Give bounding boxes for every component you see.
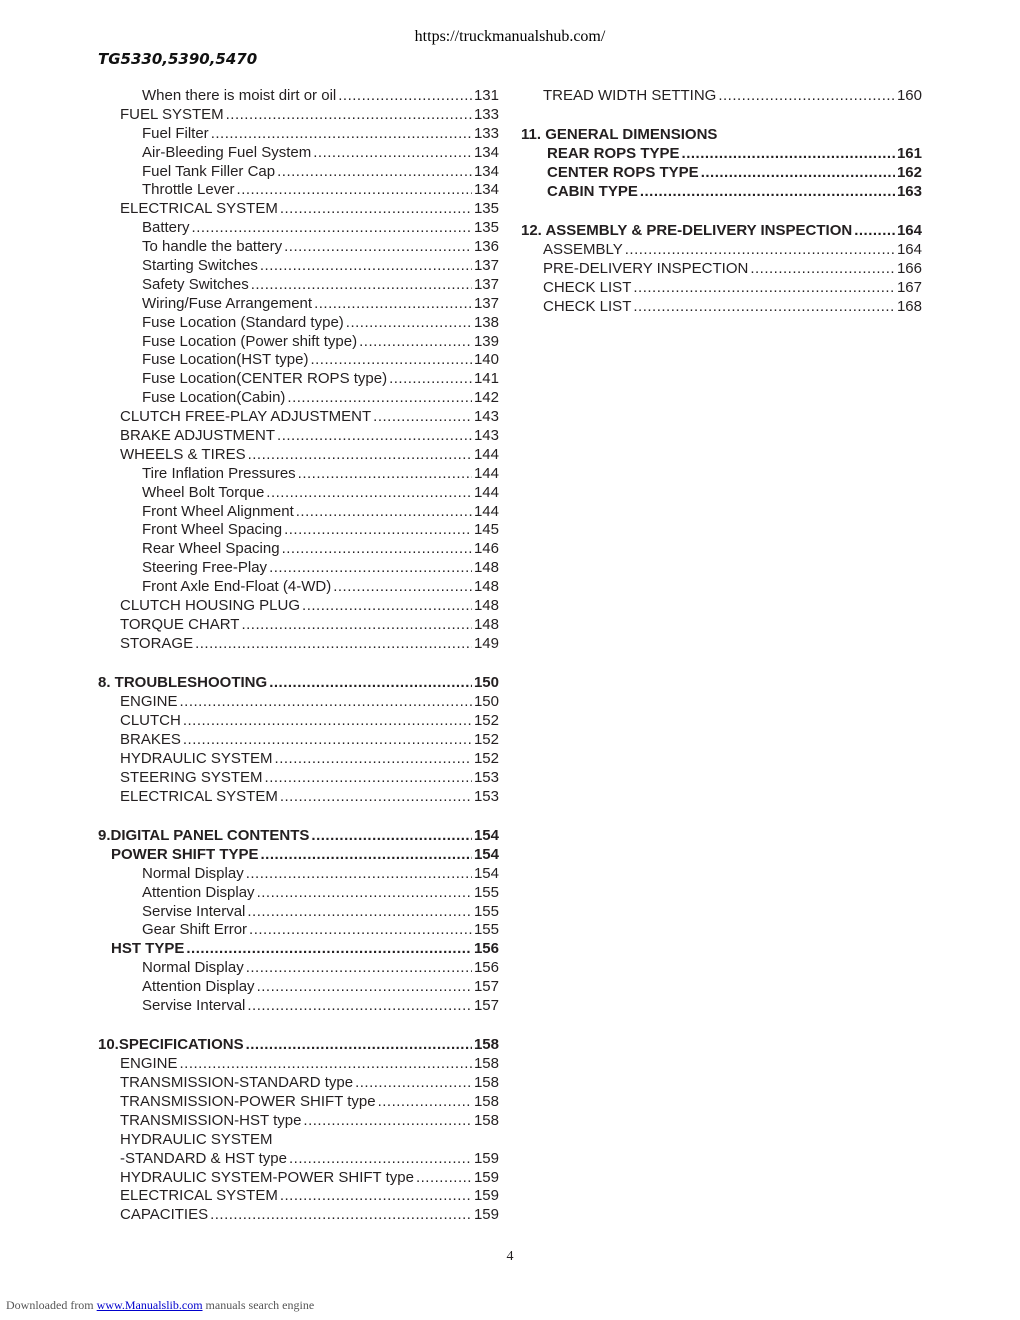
toc-entry-page: 133 [473,124,499,142]
dot-leader [257,978,472,997]
dot-leader [333,578,472,597]
section-gap [521,106,922,127]
toc-entry-title: Front Wheel Alignment [142,502,294,520]
toc-entry-title: CENTER ROPS TYPE [547,164,699,182]
toc-entry[interactable] [98,750,499,769]
section-gap [98,1016,499,1037]
toc-entry-page: 135 [473,200,499,218]
toc-entry-title: -STANDARD & HST type [120,1149,287,1167]
toc-entry-page: 157 [473,978,499,996]
toc-entry[interactable] [98,788,499,807]
toc-entry[interactable] [98,578,499,597]
dot-leader [277,163,472,182]
toc-entry[interactable] [98,1093,499,1112]
dot-leader [280,200,472,219]
toc-entry[interactable] [98,389,499,408]
dot-leader [633,279,895,298]
toc-entry[interactable] [98,921,499,940]
dot-leader [247,903,472,922]
dot-leader [257,884,472,903]
dot-leader [682,145,895,164]
toc-entry[interactable] [98,484,499,503]
toc-entry-title: ENGINE [120,693,178,711]
toc-entry-page: 137 [473,257,499,275]
toc-entry-page: 134 [473,162,499,180]
toc-entry[interactable] [98,1112,499,1131]
dot-leader [192,219,472,238]
toc-entry[interactable] [98,1169,499,1188]
toc-entry-title: Servise Interval [142,902,246,920]
dot-leader [338,87,472,106]
footer-prefix: Downloaded from [6,1298,97,1312]
dot-leader [260,257,472,276]
toc-entry-title: Air-Bleeding Fuel System [142,143,312,161]
toc-entry-page: 148 [473,597,499,615]
toc-entry-page: 164 [896,241,922,259]
dot-leader [180,1055,472,1074]
toc-entry-title: Fuse Location(HST type) [142,351,309,369]
toc-entry[interactable] [98,219,499,238]
toc-entry-title: To handle the battery [142,238,283,256]
toc-entry[interactable] [98,846,499,865]
toc-entry-title: Servise Interval [142,996,246,1014]
toc-entry-page: 155 [473,902,499,920]
toc-entry[interactable] [98,940,499,959]
toc-entry-title: WHEELS & TIRES [120,445,246,463]
toc-entry[interactable] [98,257,499,276]
document-title: TG5330,5390,5470 [98,50,258,68]
toc-entry[interactable] [98,295,499,314]
toc-entry-page: 148 [473,578,499,596]
toc-right-column [521,87,922,317]
dot-leader [195,635,472,654]
toc-entry-page: 166 [896,260,922,278]
toc-entry-title: Tire Inflation Pressures [142,464,296,482]
dot-leader [246,959,472,978]
toc-entry-page: 136 [473,238,499,256]
toc-entry[interactable] [98,693,499,712]
dot-leader [302,597,472,616]
toc-entry[interactable] [98,521,499,540]
toc-entry-page: 168 [896,298,922,316]
toc-entry[interactable] [98,200,499,219]
source-url: https://truckmanualshub.com/ [414,28,606,45]
toc-entry[interactable] [98,635,499,654]
toc-entry-page: 144 [473,464,499,482]
footer-link[interactable]: www.Manualslib.com [96,1298,203,1312]
toc-entry[interactable] [98,540,499,559]
toc-entry-title: Front Axle End-Float (4-WD) [142,578,332,596]
toc-entry-page: 160 [896,87,922,104]
toc-entry-page: 159 [473,1206,499,1224]
toc-entry-page: 137 [473,294,499,312]
toc-entry-page: 133 [473,105,499,123]
toc-entry[interactable] [98,370,499,389]
toc-entry-page: 155 [473,883,499,901]
toc-entry[interactable] [98,181,499,200]
toc-entry-title: Fuse Location (Standard type) [142,313,344,331]
toc-section-heading[interactable] [98,1036,499,1055]
dot-leader [241,616,472,635]
toc-entry-page: 153 [473,787,499,805]
toc-entry[interactable] [98,1074,499,1093]
toc-entry-page: 150 [473,693,499,711]
toc-entry-page: 159 [473,1187,499,1205]
dot-leader [247,997,472,1016]
toc-entry-title: Normal Display [142,864,244,882]
dot-leader [389,370,472,389]
dot-leader [311,827,472,846]
dot-leader [289,1150,472,1169]
dot-leader [633,298,895,317]
toc-section-heading[interactable] [98,827,499,846]
section-gap [521,202,922,223]
toc-entry[interactable] [98,1131,499,1150]
toc-entry-title: HYDRAULIC SYSTEM-POWER SHIFT type [120,1168,414,1186]
toc-entry[interactable] [98,333,499,352]
toc-entry-title: STORAGE [120,634,194,652]
toc-entry-page: 134 [473,143,499,161]
dot-leader [280,1187,472,1206]
dot-leader [310,351,472,370]
dot-leader [298,465,472,484]
dot-leader [277,427,472,446]
dot-leader [346,314,472,333]
toc-entry-page: 158 [473,1093,499,1111]
toc-entry-page: 153 [473,768,499,786]
toc-entry-title: HST TYPE [111,940,185,958]
toc-entry-page: 152 [473,712,499,729]
toc-entry[interactable] [98,769,499,788]
toc-entry-title: HYDRAULIC SYSTEM [120,749,273,767]
toc-entry-title: STEERING SYSTEM [120,768,263,786]
toc-entry[interactable] [98,1206,499,1225]
dot-leader [287,389,472,408]
dot-leader [373,408,472,427]
footer [6,1298,314,1313]
dot-leader [284,238,472,257]
toc-entry-title: TRANSMISSION-STANDARD type [120,1074,354,1092]
dot-leader [265,769,472,788]
toc-entry[interactable] [98,87,499,106]
toc-entry-title: CLUTCH [120,712,181,729]
toc-entry[interactable] [98,731,499,750]
toc-entry[interactable] [98,408,499,427]
dot-leader [275,750,472,769]
dot-leader [640,183,895,202]
toc-left-column [98,87,499,1225]
toc-entry-title: POWER SHIFT TYPE [111,845,259,863]
toc-entry-page: 159 [473,1168,499,1186]
toc-entry-title: When there is moist dirt or oil [142,87,337,104]
dot-leader [416,1169,472,1188]
toc-entry-title: Rear Wheel Spacing [142,540,280,558]
toc-entry[interactable] [98,106,499,125]
dot-leader [251,276,472,295]
dot-leader [261,846,472,865]
toc-entry-title: ENGINE [120,1055,178,1073]
toc-entry-page: 139 [473,332,499,350]
toc-entry[interactable] [98,163,499,182]
dot-leader [313,144,472,163]
toc-entry-page: 152 [473,730,499,748]
toc-entry-title: BRAKES [120,730,181,748]
dot-leader [246,865,472,884]
toc-entry-page: 158 [473,1111,499,1129]
toc-entry[interactable] [98,959,499,978]
toc-entry-page: 167 [896,279,922,297]
toc-entry-title: BRAKE ADJUSTMENT [120,427,276,445]
toc-entry-title: CLUTCH FREE-PLAY ADJUSTMENT [120,408,372,426]
toc-entry-page: 144 [473,502,499,520]
toc-entry-page: 163 [896,183,922,201]
toc-entry-title: CLUTCH HOUSING PLUG [120,597,301,615]
toc-entry-title: Battery [142,219,190,237]
toc-entry[interactable] [98,1055,499,1074]
toc-entry[interactable] [521,241,922,260]
toc-entry[interactable] [98,978,499,997]
dot-leader [210,1206,472,1225]
toc-entry-title: Attention Display [142,978,255,996]
toc-entry[interactable] [98,997,499,1016]
toc-entry-title: Gear Shift Error [142,921,248,939]
toc-entry-page: 143 [473,408,499,426]
toc-entry[interactable] [521,164,922,183]
dot-leader [750,260,895,279]
toc-entry-page: 134 [473,181,499,199]
toc-entry[interactable] [98,144,499,163]
toc-entry[interactable] [98,351,499,370]
dot-leader [296,503,472,522]
toc-entry-title: Wheel Bolt Torque [142,483,265,501]
toc-entry-title: CAPACITIES [120,1206,209,1224]
toc-entry-page: 157 [473,996,499,1014]
toc-entry-page: 146 [473,540,499,558]
toc-entry[interactable] [98,597,499,616]
toc-entry[interactable] [98,903,499,922]
toc-entry[interactable] [98,884,499,903]
toc-entry-page: 158 [473,1055,499,1073]
dot-leader [226,106,472,125]
toc-entry[interactable] [98,559,499,578]
toc-entry-page: 158 [473,1074,499,1092]
toc-entry-page: 145 [473,521,499,539]
toc-entry[interactable] [98,503,499,522]
toc-entry-title: Attention Display [142,883,255,901]
toc-entry-title: FUEL SYSTEM [120,105,224,123]
toc-entry-page: 154 [473,864,499,882]
toc-entry-title: CHECK LIST [543,298,632,316]
toc-entry-title: CHECK LIST [543,279,632,297]
toc-entry-title: Steering Free-Play [142,559,268,577]
dot-leader [269,674,472,693]
toc-entry-page: 156 [473,940,499,958]
toc-entry-title: 10.SPECIFICATIONS [98,1036,244,1054]
toc-entry-page: 131 [473,87,499,104]
toc-entry[interactable] [98,1150,499,1169]
toc-entry-title: Fuse Location(Cabin) [142,389,286,407]
toc-entry-title: Starting Switches [142,257,258,275]
dot-leader [180,693,472,712]
toc-entry-title: TRANSMISSION-HST type [120,1111,302,1129]
toc-entry-title: TORQUE CHART [120,615,240,633]
dot-leader [355,1074,472,1093]
dot-leader [718,87,895,106]
dot-leader [269,559,472,578]
toc-entry-title: ELECTRICAL SYSTEM [120,787,278,805]
dot-leader [282,540,472,559]
toc-entry-title: Normal Display [142,959,244,977]
toc-entry[interactable] [521,183,922,202]
toc-entry[interactable] [98,465,499,484]
section-gap [98,806,499,827]
toc-entry-page: 148 [473,559,499,577]
dot-leader [378,1093,472,1112]
toc-entry[interactable] [521,260,922,279]
toc-entry[interactable] [98,1187,499,1206]
toc-entry-title: Fuse Location (Power shift type) [142,332,358,350]
toc-entry-title: PRE-DELIVERY INSPECTION [543,260,749,278]
dot-leader [186,940,472,959]
toc-entry-page: 154 [473,845,499,863]
toc-entry-page: 159 [473,1149,499,1167]
toc-entry-page: 161 [896,145,922,163]
dot-leader [266,484,472,503]
toc-section-heading[interactable] [521,222,922,241]
footer-suffix: manuals search engine [202,1298,315,1312]
dot-leader [183,731,472,750]
toc-entry[interactable] [521,298,922,317]
dot-leader [183,712,472,731]
dot-leader [701,164,895,183]
toc-entry[interactable] [98,865,499,884]
toc-entry-title: 12. ASSEMBLY & PRE-DELIVERY INSPECTION [521,222,853,240]
toc-entry-page: 158 [473,1036,499,1054]
toc-entry-title: Wiring/Fuse Arrangement [142,294,313,312]
toc-entry-page: 137 [473,275,499,293]
toc-section-heading[interactable] [521,126,922,145]
toc-entry-title: 11. GENERAL DIMENSIONS [521,126,718,144]
toc-entry-page: 155 [473,921,499,939]
toc-entry-page: 144 [473,483,499,501]
toc-entry-title: TRANSMISSION-POWER SHIFT type [120,1093,376,1111]
toc-entry-title: Fuel Filter [142,124,209,142]
dot-leader [625,241,895,260]
toc-entry-title: 9.DIGITAL PANEL CONTENTS [98,826,310,844]
toc-entry-title: Front Wheel Spacing [142,521,283,539]
toc-entry-title: TREAD WIDTH SETTING [543,87,717,104]
toc-entry[interactable] [98,314,499,333]
toc-entry-page: 144 [473,445,499,463]
toc-entry-page: 149 [473,634,499,652]
toc-entry-page: 156 [473,959,499,977]
dot-leader [284,521,472,540]
toc-entry-title: Throttle Lever [142,181,235,199]
toc-entry-title: ELECTRICAL SYSTEM [120,1187,278,1205]
toc-entry-title: Fuel Tank Filler Cap [142,162,276,180]
toc-entry[interactable] [521,145,922,164]
toc-entry-page: 152 [473,749,499,767]
dot-leader [249,921,472,940]
dot-leader [303,1112,472,1131]
toc-entry-page: 162 [896,164,922,182]
dot-leader [211,125,472,144]
toc-entry-title: ELECTRICAL SYSTEM [120,200,278,218]
toc-entry-page: 150 [473,674,499,692]
toc-entry-page: 138 [473,313,499,331]
toc-entry[interactable] [98,712,499,731]
toc-entry[interactable] [98,276,499,295]
toc-entry-title: Safety Switches [142,275,249,293]
toc-entry-title: 8. TROUBLESHOOTING [98,674,268,692]
toc-entry[interactable] [521,87,922,106]
toc-entry-title: ASSEMBLY [543,241,623,259]
toc-entry-title: CABIN TYPE [547,183,638,201]
dot-leader [854,222,895,241]
dot-leader [314,295,472,314]
toc-entry-title: Fuse Location(CENTER ROPS type) [142,370,388,388]
toc-section-heading[interactable] [98,674,499,693]
dot-leader [248,446,472,465]
dot-leader [237,181,472,200]
toc-entry[interactable] [98,238,499,257]
toc-entry-page: 164 [896,222,922,240]
toc-entry-page: 148 [473,615,499,633]
toc-entry-page: 140 [473,351,499,369]
toc-entry-title: REAR ROPS TYPE [547,145,680,163]
page-number: 4 [506,1249,514,1264]
toc-entry[interactable] [98,446,499,465]
toc-entry-page: 135 [473,219,499,237]
toc-entry[interactable] [98,125,499,144]
toc-entry-page: 143 [473,427,499,445]
toc-entry-title: HYDRAULIC SYSTEM [120,1130,273,1148]
toc-entry[interactable] [98,616,499,635]
dot-leader [246,1036,472,1055]
section-gap [98,654,499,675]
toc-entry[interactable] [98,427,499,446]
toc-entry-page: 142 [473,389,499,407]
toc-entry-page: 154 [473,826,499,844]
toc-entry-page: 141 [473,370,499,388]
dot-leader [359,333,472,352]
dot-leader [280,788,472,807]
toc-entry[interactable] [521,279,922,298]
